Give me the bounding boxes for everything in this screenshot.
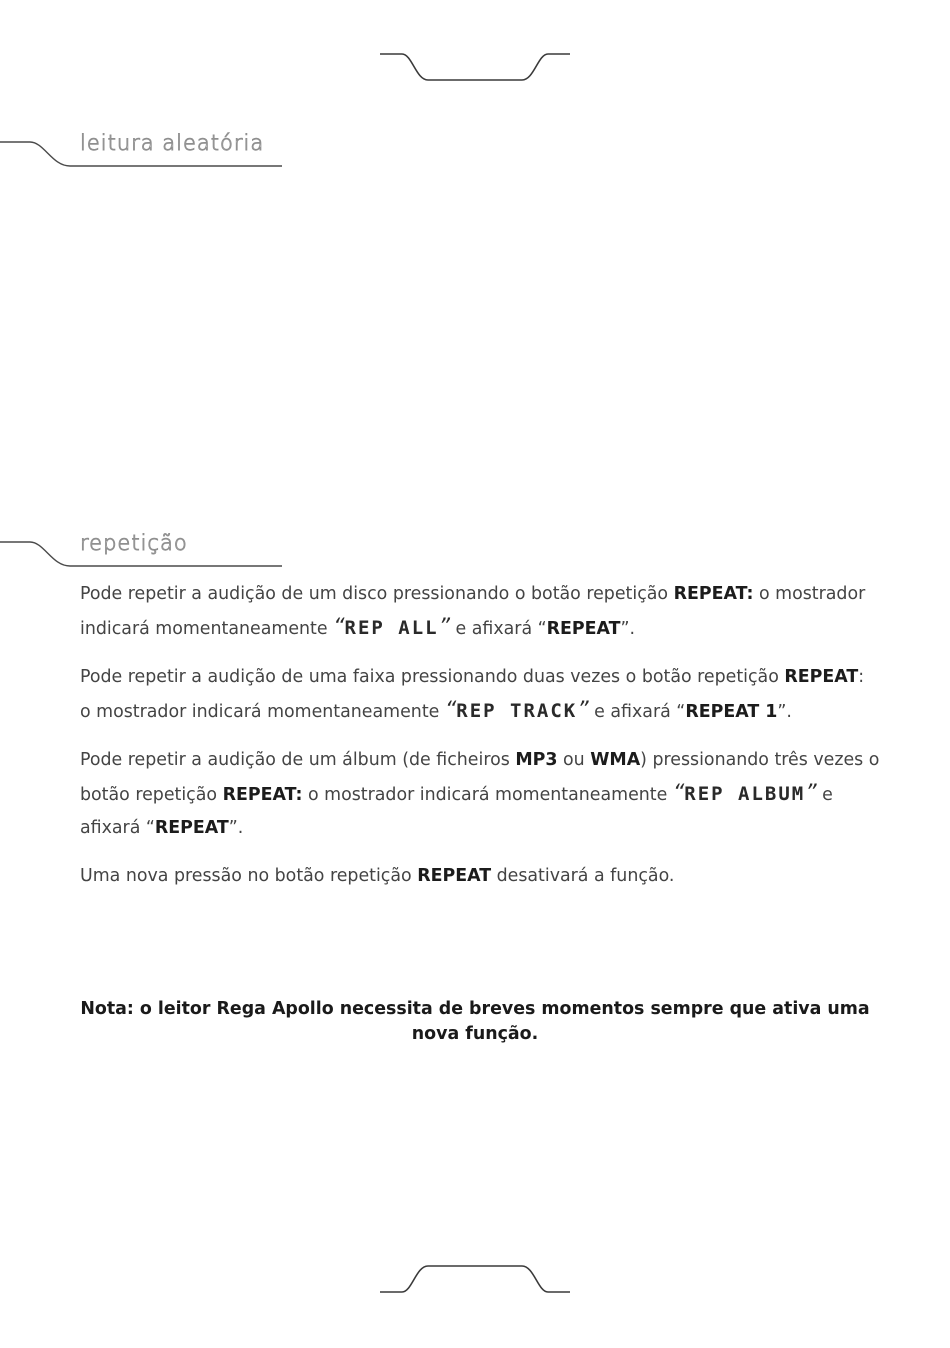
lcd-rep-track: REP TRACK — [456, 700, 578, 722]
note-text: Nota: o leitor Rega Apollo necessita de breves momentos sempre que ativa uma nova função. — [80, 999, 870, 1044]
paragraph-repeat-off: Uma nova pressão no botão repetição REPEAT desativará a função. — [80, 866, 675, 886]
bottom-tab-ornament — [380, 1262, 570, 1297]
lcd-rep-all: REP ALL — [344, 617, 439, 639]
lcd-rep-album: REP ALBUM — [684, 783, 806, 805]
section-heading-random: leitura aleatória — [80, 131, 265, 155]
paragraph-repeat-album: Pode repetir a audição de um álbum (de ficheiros MP3 ou WMA) pressionando três vezes o botão repetição REPEAT: o mostrador indicará momentaneamente “REP ALBUM” e afixará “REPEAT”. — [80, 750, 880, 838]
section-heading-repeat: repetição — [80, 531, 188, 555]
repeat-section-body — [80, 578, 880, 908]
top-tab-ornament — [380, 50, 570, 85]
paragraph-repeat-disc: Pode repetir a audição de um disco pressionando o botão repetição REPEAT: o mostrador indicará momentaneamente “REP ALL” e afixará “REPEAT”. — [80, 584, 866, 640]
paragraph-repeat-track: Pode repetir a audição de uma faixa pressionando duas vezes o botão repetição REPEAT: o mostrador indicará momentaneamente “REP TRACK” e afixará “REPEAT 1”. — [80, 667, 865, 723]
